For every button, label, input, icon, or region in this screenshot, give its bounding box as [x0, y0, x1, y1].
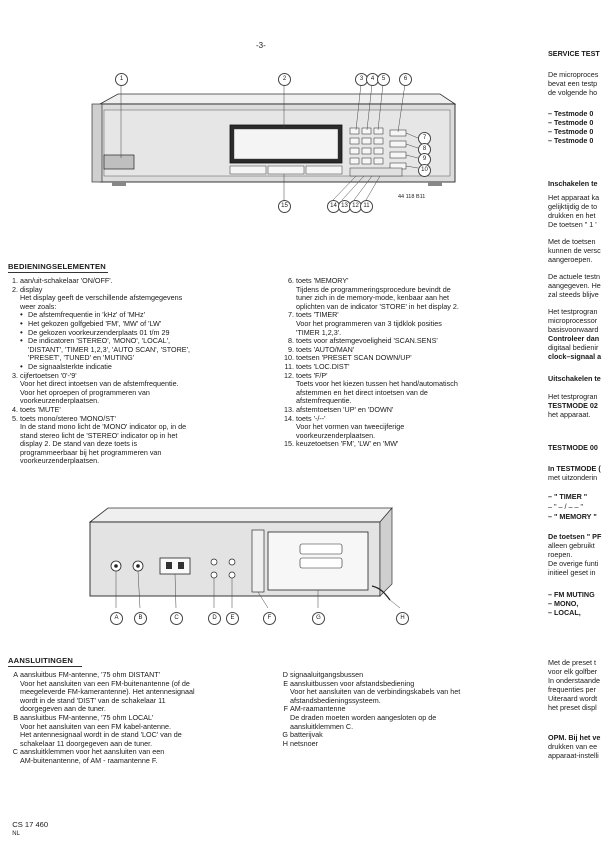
service-text-line: – " MEMORY " [548, 512, 597, 521]
item-number: 3. [12, 370, 18, 380]
item-number: 9. [288, 344, 294, 354]
item-number: G [282, 730, 288, 740]
item-description: De draden moeten worden aangesloten op de [290, 712, 437, 722]
list-item [6, 714, 268, 723]
callout-15: 15 [278, 200, 291, 213]
item-number: E [283, 678, 288, 688]
section-title-bediening: BEDIENINGSELEMENTEN [8, 262, 106, 271]
item-description: Toets voor het kiezen tussen het hand/automatisch [296, 379, 458, 389]
service-text-line: aangeroepen. [548, 255, 593, 264]
item-text: aansluitbussen voor afstandsbediening [290, 678, 415, 688]
callout-7: 7 [418, 132, 431, 145]
item-text: toets mono/stereo 'MONO/ST' [20, 413, 116, 423]
item-text: aansluitbus FM-antenne, '75 ohm LOCAL' [20, 712, 154, 722]
item-number: 4. [12, 404, 18, 414]
service-text-line: apparaat-instelli [548, 751, 599, 760]
page-number: -3- [256, 41, 266, 50]
item-description: programmeerbaar bij het programmeren van [20, 447, 162, 457]
callout-8: 8 [418, 143, 431, 156]
list-item [6, 748, 268, 757]
service-text-line: OPM. Bij het ve [548, 733, 601, 742]
item-number: F [283, 704, 288, 714]
service-text-line: Inschakelen te [548, 179, 598, 188]
list-item [276, 705, 546, 714]
item-description: 'PRESET', 'TUNED' en 'MUTING' [28, 353, 135, 363]
bullet-item: • Het gekozen golfgebied 'FM', 'MW' of 'LW' [6, 320, 268, 329]
service-text-line: – Testmode 0 [548, 118, 594, 127]
item-text: toetsen 'PRESET SCAN DOWN/UP' [296, 353, 412, 363]
battery-1 [300, 544, 342, 554]
callout-5: 5 [377, 73, 390, 86]
service-text-line: aangegeven. He [548, 281, 601, 290]
item-description: In de stand mono licht de 'MONO' indicator op, in de [20, 422, 187, 432]
item-number: 1. [12, 276, 18, 285]
figure-code: 44 118 B11 [398, 194, 426, 200]
item-number: 14. [284, 413, 294, 423]
item-number: 8. [288, 336, 294, 346]
callout-6: 6 [399, 73, 412, 86]
list-item [276, 740, 546, 749]
item-number: 13. [284, 404, 294, 414]
service-text-line: Met de toetsen [548, 237, 596, 246]
item-text: aansluitbus FM-antenne, '75 ohm DISTANT' [20, 670, 161, 679]
service-text-line: drukken van ee [548, 742, 598, 751]
service-text-line: voor elk golfber [548, 667, 598, 676]
service-text-line: Met de preset t [548, 658, 596, 667]
item-description: 'TIMER 1,2,3'. [296, 327, 342, 337]
callout-b: B [134, 612, 147, 625]
callout-10: 10 [418, 164, 431, 177]
service-text-line: zal steeds blijve [548, 290, 599, 299]
service-text-line: – Testmode 0 [548, 136, 594, 145]
item-text: toets 'MUTE' [20, 404, 61, 414]
item-description: meegeleverde FM-kamerantenne). Het antennesignaal [20, 687, 195, 697]
item-number: C [12, 747, 18, 757]
service-text-line: De overige funti [548, 559, 599, 568]
item-description: doorgegeven aan de tuner. [20, 704, 106, 714]
item-number: 7. [288, 310, 294, 320]
item-description: AM-buitenantenne, of AM - raamantenne F. [20, 755, 158, 765]
output-jack-2 [211, 572, 217, 578]
service-text-line: – " – / – – " [548, 502, 584, 511]
item-number: 10. [284, 353, 294, 363]
service-text-line: – Testmode 0 [548, 127, 594, 136]
item-number: 11. [284, 361, 294, 371]
item-description: Voor het programmeren van 3 tijdklok posities [296, 318, 442, 328]
callout-12: 12 [349, 200, 362, 213]
service-text-line: SERVICE TEST [548, 49, 600, 58]
service-text-line: In TESTMODE ( [548, 464, 601, 473]
item-text: batterijvak [290, 730, 323, 740]
service-text-line: De microproces [548, 70, 599, 79]
item-text: afstemtoetsen 'UP' en 'DOWN' [296, 404, 394, 414]
service-text-line: TESTMODE 00 [548, 443, 598, 452]
item-text: toets voor afstemgevoeligheid 'SCAN.SENS' [296, 336, 438, 346]
list-item [6, 671, 268, 680]
item-description: Het antennesignaal wordt in de stand 'LOC' van de [20, 730, 182, 740]
item-text: toets 'LOC.DIST' [296, 361, 350, 371]
footer-suffix: NL [12, 831, 20, 838]
item-description: Het display geeft de verschillende afstemgegevens [20, 293, 183, 303]
service-text-line: Controleer dan [548, 334, 600, 343]
service-text-line: De toetsen " 1 ' [548, 220, 597, 229]
item-description: afstemfrequentie. [296, 396, 352, 406]
item-description: 'DISTANT', 'TIMER 1,2,3', 'AUTO SCAN', 'STORE', [28, 344, 190, 354]
service-text-line: met uitzonderin [548, 473, 598, 482]
item-text: netsnoer [290, 738, 318, 748]
item-text: cijfertoetsen '0'-'9' [20, 370, 77, 380]
item-text: display [20, 284, 43, 294]
service-text-line: Uitschakelen te [548, 374, 601, 383]
callout-14: 14 [327, 200, 340, 213]
item-text: toets 'MEMORY' [296, 276, 349, 285]
item-description: stand stereo licht de 'STEREO' indicator op in het [20, 430, 178, 440]
am-terminals [160, 558, 190, 574]
item-number: A [13, 670, 18, 679]
section-title-aansluitingen: AANSLUITINGEN [8, 656, 74, 665]
service-text-line: initieel geset in [548, 568, 596, 577]
callout-h: H [396, 612, 409, 625]
item-description: Voor het direct intoetsen van de afstemfrequentie. [20, 379, 179, 389]
service-test-column [548, 0, 612, 842]
item-description: schakelaar 11 doorgegeven aan de tuner. [20, 738, 153, 748]
service-text-line: De toetsen " PF [548, 532, 602, 541]
service-text-line: De actuele testn [548, 272, 600, 281]
service-text-line: frequenties per [548, 685, 596, 694]
item-number: B [13, 712, 18, 722]
item-description: Voor het aansluiten van een FM-buitenantenne (of de [20, 678, 190, 688]
item-number: H [282, 738, 288, 748]
callout-f: F [263, 612, 276, 625]
callout-c: C [170, 612, 183, 625]
item-description: Tijdens de programmeringsprocedure bevindt de [296, 284, 451, 294]
item-text: toets 'F/P' [296, 370, 328, 380]
bullet-item: • De gekozen voorkeurzenderplaats 01 t/m 29 [6, 329, 268, 338]
service-text-line: bevat een testp [548, 79, 598, 88]
item-description: Voor het aansluiten van een FM kabel-antenne. [20, 721, 172, 731]
item-description: weer zoals: [20, 301, 57, 311]
callout-13: 13 [338, 200, 351, 213]
service-text-line: TESTMODE 02 [548, 401, 598, 410]
callout-4: 4 [366, 73, 379, 86]
output-jack-1 [211, 559, 217, 565]
item-description: display 2. De stand van deze toets is [20, 439, 138, 449]
remote-jack-1 [229, 559, 235, 565]
service-text-line: Het testprogran [548, 392, 598, 401]
service-text-line: het preset displ [548, 703, 597, 712]
list-item [276, 680, 546, 689]
callout-a: A [110, 612, 123, 625]
item-text: toets 'TIMER' [296, 310, 339, 320]
footer-code-text: CS 17 460 [12, 819, 49, 829]
frame-antenna [252, 530, 264, 592]
item-description: afstemmen en het direct intoetsen van de [296, 387, 428, 397]
service-text-line: – LOCAL, [548, 608, 581, 617]
callout-3: 3 [355, 73, 368, 86]
item-description: afstandsbedieningssysteem. [290, 695, 381, 705]
aansluitingen-left-list [6, 671, 268, 766]
item-description: oplichten van de indicator 'STORE' in het display 2. [296, 301, 459, 311]
item-text: AM-raamantenne [290, 704, 346, 714]
item-text: aansluitklemmen voor het aansluiten van een [20, 747, 165, 757]
item-text: keuzetoetsen 'FM', 'LW' en 'MW' [296, 439, 399, 449]
item-description: Voor het oproepen of programmeren van [20, 387, 150, 397]
service-text-line: roepen. [548, 550, 573, 559]
service-text-line: alleen gebruikt [548, 541, 595, 550]
item-text: aan/uit-schakelaar 'ON/OFF'. [20, 276, 113, 285]
bullet-item: • De indicatoren 'STEREO', 'MONO', 'LOCAL', [6, 337, 268, 346]
service-text-line: drukken en het [548, 211, 596, 220]
service-text-line: Uiteraard wordt [548, 694, 598, 703]
service-text-line: – " TIMER " [548, 492, 588, 501]
service-text-line: Het testprogran [548, 307, 598, 316]
item-description: wordt in de stand 'DIST' van de schakelaar 11 [20, 695, 166, 705]
service-text-line: basisvoorwaard [548, 325, 599, 334]
callout-g: G [312, 612, 325, 625]
service-text-line: clock–signaal a [548, 352, 602, 361]
battery-2 [300, 558, 342, 568]
bullet-item: • De afstemfrequentie in 'kHz' of 'MHz' [6, 311, 268, 320]
service-text-line: kunnen de versc [548, 246, 601, 255]
item-number: 12. [284, 370, 294, 380]
section-rule [8, 666, 82, 667]
item-description: Voor het aansluiten van de verbindingskabels van het [290, 687, 461, 697]
item-description: tuner zich in de memory-mode, kenbaar aan het [296, 293, 450, 303]
callout-2: 2 [278, 73, 291, 86]
rear-top-face [90, 508, 392, 522]
service-text-line: microprocessor [548, 316, 598, 325]
service-text-line: – FM MUTING [548, 590, 595, 599]
service-text-line: – Testmode 0 [548, 109, 594, 118]
service-text-line: Het apparaat ka [548, 193, 600, 202]
item-description: voorkeurzenderplaatsen. [296, 430, 376, 440]
item-text: toets '-/--' [296, 413, 326, 423]
service-text-line: digitaal bedienir [548, 343, 599, 352]
bullet-item: • De signaalsterkte indicatie [6, 363, 268, 372]
service-text-line: de volgende ho [548, 88, 598, 97]
service-text-line: gelijktijdig de to [548, 202, 598, 211]
item-description: voorkeurzenderplaatsen. [20, 396, 100, 406]
item-number: 15. [284, 439, 294, 449]
callout-1: 1 [115, 73, 128, 86]
footer-code [8, 812, 48, 839]
item-text: signaaluitgangsbussen [290, 670, 364, 679]
item-number: 6. [288, 276, 294, 285]
item-number: D [282, 670, 288, 679]
service-text-line: In onderstaande [548, 676, 600, 685]
item-number: 5. [12, 413, 18, 423]
callout-11: 11 [360, 200, 373, 213]
service-text-line: het apparaat. [548, 410, 591, 419]
remote-jack-2 [229, 572, 235, 578]
item-description: voorkeurzenderplaatsen. [20, 456, 100, 466]
item-text: toets 'AUTO/MAN' [296, 344, 355, 354]
rear-side [380, 508, 392, 596]
item-description: Voor het vormen van tweecijferige [296, 422, 405, 432]
aansluitingen-right-list [276, 671, 546, 748]
callout-d: D [208, 612, 221, 625]
callout-e: E [226, 612, 239, 625]
item-description: aansluitklemmen C. [290, 721, 354, 731]
callout-9: 9 [418, 153, 431, 166]
item-number: 2. [12, 284, 18, 294]
service-text-line: – MONO, [548, 599, 579, 608]
